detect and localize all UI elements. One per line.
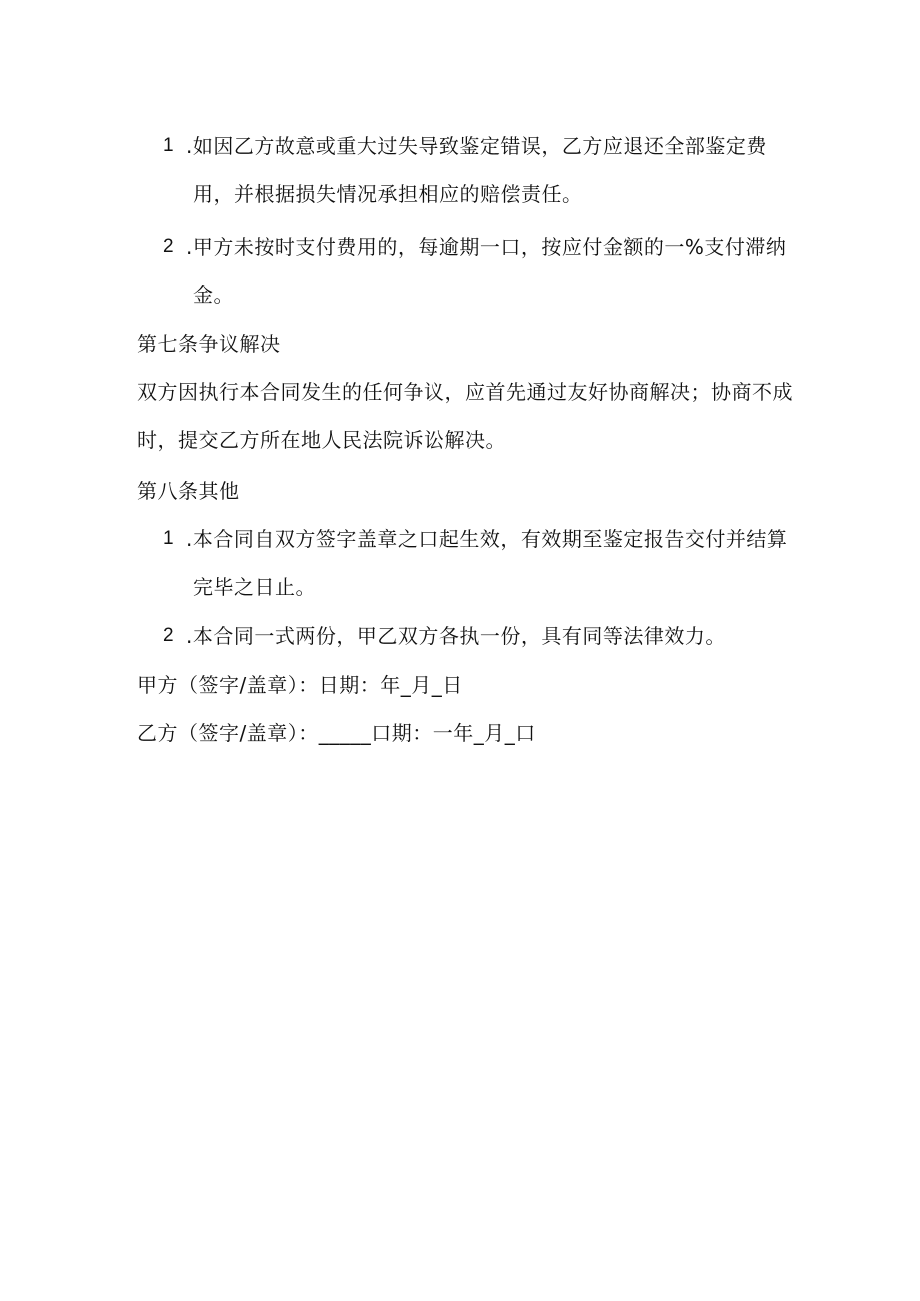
party-a-signature-line: 甲方（签字/盖章）：日期：年_月_日 bbox=[137, 673, 463, 697]
list-item-number: 2 bbox=[163, 625, 174, 646]
list-item-number: 1 bbox=[163, 135, 174, 156]
list-item-number: 2 bbox=[163, 236, 174, 257]
section-heading: 第八条其他 bbox=[137, 479, 240, 503]
list-item-text: .本合同一式两份，甲乙双方各执一份，具有同等法律效力。 bbox=[186, 624, 726, 648]
list-item-text: .本合同自双方签字盖章之口起生效，有效期至鉴定报告交付并结算 bbox=[186, 527, 788, 551]
list-item-text-continued: 用，并根据损失情况承担相应的赔偿责任。 bbox=[193, 182, 583, 206]
list-item-text-continued: 完毕之日止。 bbox=[193, 575, 316, 599]
list-item-text: .如因乙方故意或重大过失导致鉴定错误，乙方应退还全部鉴定费 bbox=[186, 134, 767, 158]
paragraph-line: 时，提交乙方所在地人民法院诉讼解决。 bbox=[137, 428, 506, 452]
list-item-number: 1 bbox=[163, 528, 174, 549]
section-heading: 第七条争议解决 bbox=[137, 332, 281, 356]
party-b-signature-line: 乙方（签字/盖章）：_____口期：一年_月_口 bbox=[137, 721, 536, 745]
list-item-text: .甲方未按时支付费用的，每逾期一口，按应付金额的一%支付滞纳 bbox=[186, 235, 787, 259]
paragraph-line: 双方因执行本合同发生的任何争议，应首先通过友好协商解决；协商不成 bbox=[137, 380, 793, 404]
list-item-text-continued: 金。 bbox=[193, 283, 234, 307]
